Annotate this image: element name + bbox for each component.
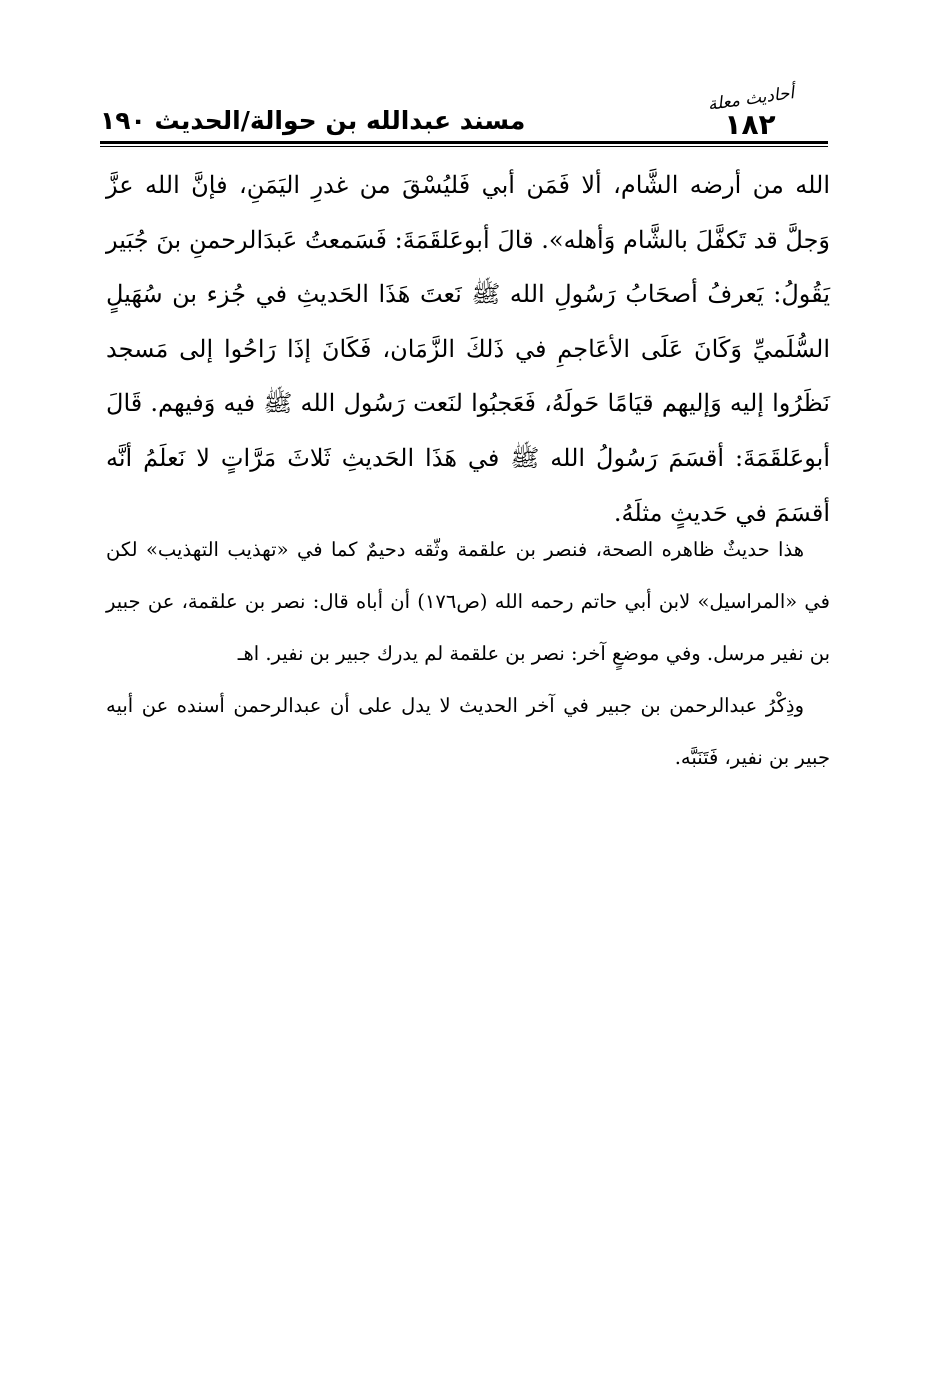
commentary-paragraph-1: هذا حديثٌ ظاهره الصحة، فنصر بن علقمة وثّقه دحيمٌ كما في «تهذيب التهذيب» لكن في «المراسيل» لابن أبي حاتم رحمه الله (ص١٧٦) أن أباه قال: نصر بن علقمة، عن جبير بن نفير مرسل. وفي موضعٍ آخر: نصر بن علقمة لم يدرك جبير بن نفير. اهـ	[106, 538, 831, 665]
handwritten-note: أحاديث معلة	[706, 83, 796, 115]
running-title: مسند عبدالله بن حوالة/الحديث ١٩٠	[100, 106, 526, 135]
commentary-paragraph-2: وذِكْرُ عبدالرحمن بن جبير في آخر الحديث لا يدل على أن عبدالرحمن أسنده عن أبيه جبير بن نفير، فَتَنَبَّه.	[106, 694, 830, 769]
header-rule-thin	[100, 146, 828, 147]
header-rule	[100, 141, 828, 144]
page-number: ١٨٢	[724, 108, 776, 141]
hadith-text: الله من أرضه الشَّام، ألا فَمَن أبي فَليُسْقَ من غدرِ اليَمَنِ، فإنَّ الله عزَّ وَجلَّ قد تَكفَّلَ بالشَّام وَأهله». قالَ أبوعَلقَمَةَ: فَسَمعتُ عَبدَالرحمنِ بنَ جُبَير يَقُولُ: يَعرفُ أصحَابُ رَسُولِ الله ﷺ نَعتَ هَذَا الحَديثِ في جُزء بن سُهَيلٍ السُّلَميِّ وَكَانَ عَلَى الأعَاجمِ في ذَلكَ الزَّمَان، فَكَانَ إذَا رَاحُوا إلى مَسجد نَظَرُوا إليه وَإليهم قيَامًا حَولَهُ، فَعَجبُوا لنَعت رَسُول الله ﷺ فيه وَفيهم. قَالَ أبوعَلقَمَةَ: أقسَمَ رَسُولُ الله ﷺ في هَذَا الحَديثِ ثَلاثَ مَرَّاتٍ لا نَعلَمُ أنَّه أقسَمَ في حَديثٍ مثلَهُ.	[106, 171, 830, 527]
